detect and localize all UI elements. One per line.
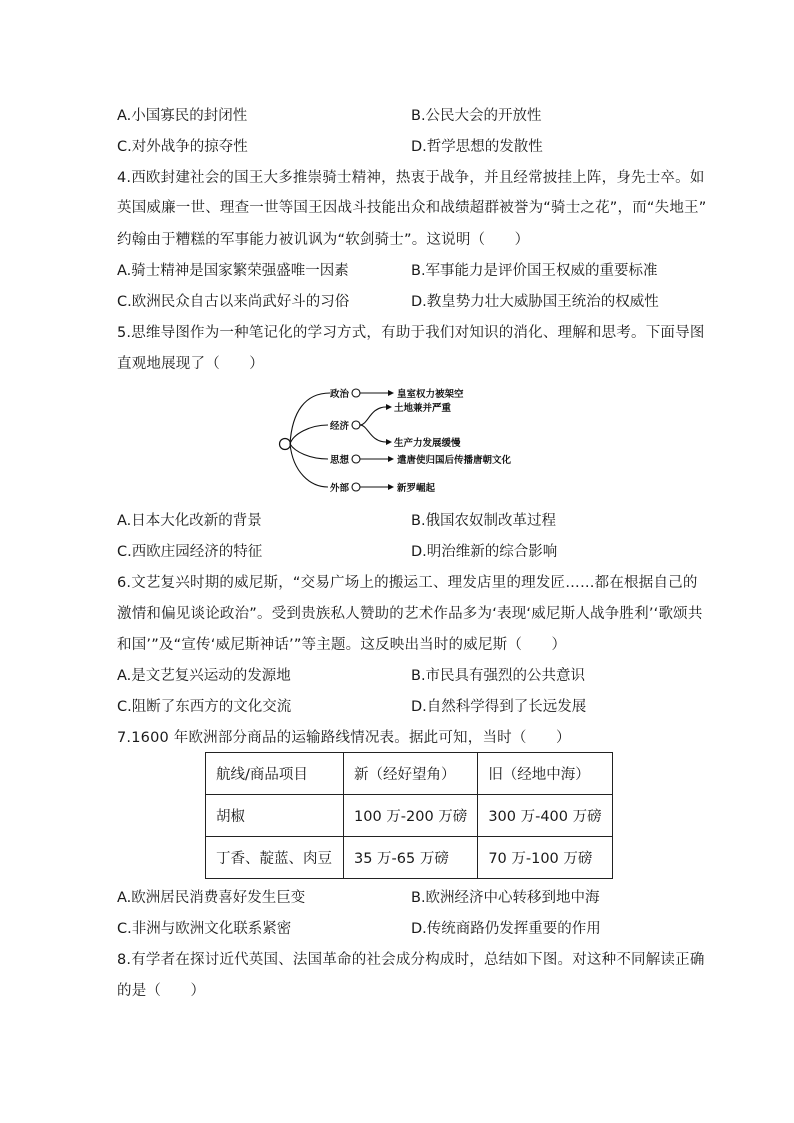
option-a[interactable]: A.骑士精神是国家繁荣强盛唯一因素: [117, 263, 349, 279]
mind-map-leaf-silla: 新罗崛起: [397, 483, 436, 494]
mind-map-leaf-land-annexation: 土地兼并严重: [394, 403, 452, 414]
question-6-stem-line-3: 和国’”及“宣传‘威尼斯神话’”等主题。这反映出当时的威尼斯（ ）: [117, 637, 567, 653]
option-d[interactable]: D.明治维新的综合影响: [411, 544, 558, 560]
transport-route-table: [205, 752, 613, 879]
table-cell: 胡椒: [206, 795, 344, 837]
mind-map-diagram: [270, 382, 530, 494]
option-c[interactable]: C.阻断了东西方的文化交流: [117, 699, 292, 715]
question-4-stem-line-2: 英国威廉一世、理查一世等国王因战斗技能出众和战绩超群被誉为“骑士之花”，而“失地王”: [117, 200, 707, 216]
table-header-row: [206, 753, 613, 795]
mind-map-leaf-envoys: 遣唐使归国后传播唐朝文化: [397, 455, 512, 466]
question-4-stem-line-3: 约翰由于糟糕的军事能力被讥讽为“软剑骑士”。这说明（ ）: [117, 232, 530, 248]
mind-map-node-thought: 思想: [330, 455, 350, 466]
question-5-stem-line-2: 直观地展现了（ ）: [117, 356, 264, 372]
question-5-stem-line-1: 5.思维导图作为一种笔记化的学习方式，有助于我们对知识的消化、理解和思考。下面导图: [117, 325, 705, 341]
option-c[interactable]: C.西欧庄园经济的特征: [117, 544, 263, 560]
option-c[interactable]: C.非洲与欧洲文化联系紧密: [117, 921, 292, 937]
question-6-stem-line-1: 6.文艺复兴时期的威尼斯，“交易广场上的搬运工、理发店里的理发匠……都在根据自己的: [117, 575, 698, 591]
table-row: [206, 837, 613, 879]
mind-map-leaf-productivity: 生产力发展缓慢: [394, 438, 461, 449]
mind-map-node-external: 外部: [330, 483, 350, 494]
option-c[interactable]: C.对外战争的掠夺性: [117, 139, 248, 155]
table-header-cell: 旧（经地中海）: [478, 753, 612, 795]
option-b[interactable]: B.军事能力是评价国王权威的重要标准: [411, 263, 658, 279]
question-8-stem-line-2: 的是（ ）: [117, 983, 206, 999]
question-4-stem-line-1: 4.西欧封建社会的国王大多推崇骑士精神，热衷于战争，并且经常披挂上阵，身先士卒。如: [117, 170, 705, 186]
option-a[interactable]: A.日本大化改新的背景: [117, 513, 262, 529]
option-b[interactable]: B.欧洲经济中心转移到地中海: [411, 890, 600, 906]
option-b[interactable]: B.俄国农奴制改革过程: [411, 513, 557, 529]
table-cell: 丁香、靛蓝、肉豆: [206, 837, 344, 879]
mind-map-leaf-royal-power: 皇室权力被架空: [397, 389, 464, 400]
option-a[interactable]: A.小国寡民的封闭性: [117, 108, 248, 124]
table-header-cell: 航线/商品项目: [206, 753, 344, 795]
table-header-cell: 新（经好望角）: [344, 753, 478, 795]
question-7-stem: 7.1600 年欧洲部分商品的运输路线情况表。据此可知，当时（ ）: [117, 730, 571, 746]
table-cell: 70 万-100 万磅: [478, 837, 612, 879]
option-a[interactable]: A.欧洲居民消费喜好发生巨变: [117, 890, 306, 906]
mind-map-node-economy: 经济: [330, 421, 350, 432]
option-a[interactable]: A.是文艺复兴运动的发源地: [117, 668, 291, 684]
option-b[interactable]: B.市民具有强烈的公共意识: [411, 668, 586, 684]
option-b[interactable]: B.公民大会的开放性: [411, 108, 542, 124]
option-d[interactable]: D.哲学思想的发散性: [411, 139, 543, 155]
table-cell: 300 万-400 万磅: [478, 795, 612, 837]
mind-map-root-node: [280, 439, 291, 450]
table-cell: 35 万-65 万磅: [344, 837, 478, 879]
mind-map-node-politics: 政治: [330, 389, 350, 400]
option-d[interactable]: D.教皇势力壮大威胁国王统治的权威性: [411, 294, 659, 310]
table-cell: 100 万-200 万磅: [344, 795, 478, 837]
option-d[interactable]: D.传统商路仍发挥重要的作用: [411, 921, 601, 937]
question-8-stem-line-1: 8.有学者在探讨近代英国、法国革命的社会成分构成时，总结如下图。对这种不同解读正确: [117, 952, 705, 968]
option-d[interactable]: D.自然科学得到了长远发展: [411, 699, 587, 715]
table-row: [206, 795, 613, 837]
option-c[interactable]: C.欧洲民众自古以来尚武好斗的习俗: [117, 294, 350, 310]
question-6-stem-line-2: 激情和偏见谈论政治”。受到贵族私人赞助的艺术作品多为‘表现‘威尼斯人战争胜利’‘歌颂共: [117, 606, 703, 622]
